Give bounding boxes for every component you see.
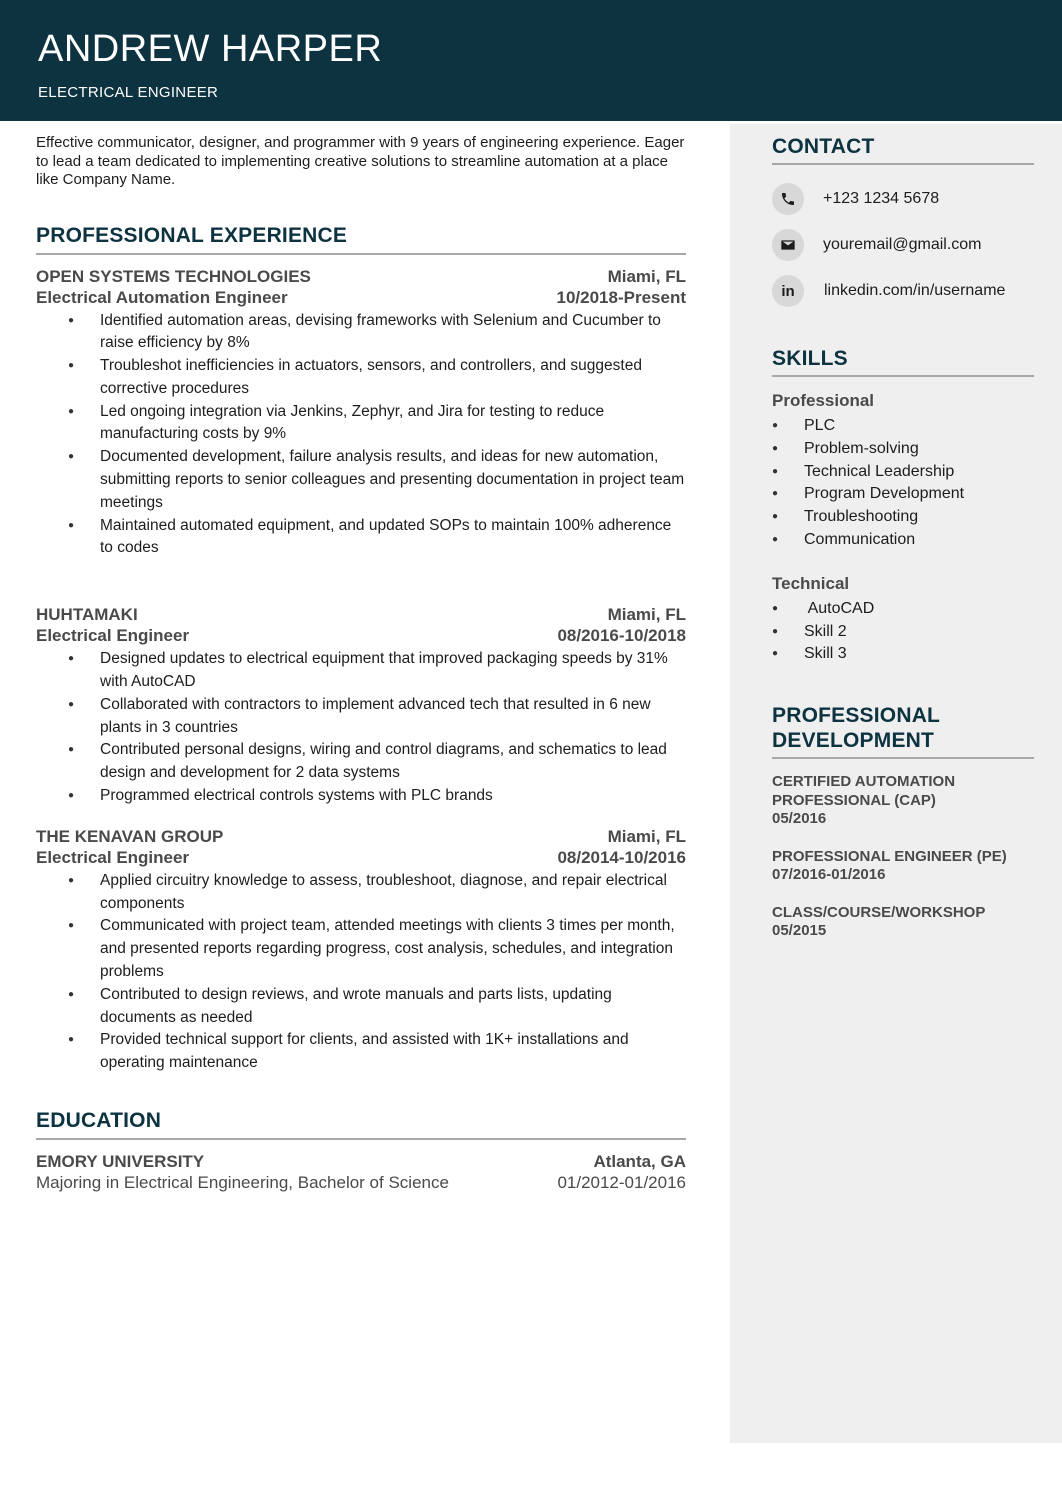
sidebar-content [772, 134, 1034, 941]
bullet-item: ● Contributed to design reviews, and wrote manuals and parts lists, updating documents as needed [36, 984, 686, 1030]
phone-text: +123 1234 5678 [823, 190, 940, 207]
section-divider [772, 163, 1034, 165]
development-item [772, 773, 1034, 829]
job-location: Miami, FL [607, 605, 686, 625]
job-company: OPEN SYSTEMS TECHNOLOGIES [36, 266, 311, 286]
job-company: HUHTAMAKI [36, 605, 138, 625]
education-location: Atlanta, GA [593, 1152, 686, 1172]
contact-linkedin [772, 274, 1034, 308]
job-dates: 10/2018-Present [556, 287, 686, 307]
development-name: CLASS/COURSE/WORKSHOP [772, 903, 986, 921]
job-subheader [36, 625, 686, 646]
bullet-item: ● Applied circuitry knowledge to assess, troubleshoot, diagnose, and repair electrical components [36, 870, 686, 916]
section-title-skills: SKILLS [772, 347, 848, 370]
bullet-item: ● Collaborated with contractors to implement advanced tech that resulted in 6 new plants in 3 countries [36, 694, 686, 740]
main-column [36, 134, 686, 1193]
job-location: Miami, FL [607, 266, 686, 286]
job-dates: 08/2016-10/2018 [557, 626, 686, 646]
skill-item: ● AutoCAD [772, 598, 1034, 621]
experience-section [36, 224, 686, 1076]
education-school: EMORY UNIVERSITY [36, 1152, 205, 1172]
job-location: Miami, FL [607, 826, 686, 846]
section-divider [36, 1138, 686, 1140]
bullet-item: ● Programmed electrical controls systems with PLC brands [36, 785, 686, 808]
education-degree: Majoring in Electrical Engineering, Bachelor of Science [36, 1173, 449, 1193]
linkedin-icon: in [772, 275, 804, 307]
skill-item: ● Skill 3 [772, 643, 1034, 666]
development-date: 07/2016-01/2016 [772, 866, 886, 884]
bullet-item: ● Designed updates to electrical equipment that improved packaging speeds by 31% with AutoCAD [36, 648, 686, 694]
job-entry [36, 604, 686, 808]
education-subheader [36, 1172, 686, 1193]
job-role: Electrical Automation Engineer [36, 287, 288, 307]
section-title-development-line2: DEVELOPMENT [772, 729, 935, 753]
email-text[interactable]: youremail@gmail.com [823, 236, 982, 253]
section-title-experience: PROFESSIONAL EXPERIENCE [36, 223, 348, 247]
section-divider [36, 253, 686, 255]
bullet-item: ● Maintained automated equipment, and updated SOPs to maintain 100% adherence to codes [36, 515, 686, 561]
skill-item: ● Troubleshooting [772, 506, 1034, 529]
job-header [36, 604, 686, 625]
section-divider [772, 757, 1034, 759]
phone-icon [772, 183, 804, 215]
education-dates: 01/2012-01/2016 [557, 1173, 686, 1193]
skill-item: ● Communication [772, 529, 1034, 552]
contact-phone [772, 182, 1034, 216]
job-role: Electrical Engineer [36, 847, 190, 867]
development-date: 05/2016 [772, 810, 827, 828]
section-title-education: EDUCATION [36, 1109, 162, 1133]
section-title-development-line1: PROFESSIONAL [772, 704, 941, 728]
job-subheader [36, 847, 686, 868]
skills-technical-list [772, 598, 1034, 666]
development-name: PROFESSIONAL ENGINEER (PE) [772, 847, 1007, 865]
development-item [772, 848, 1034, 885]
development-section [772, 703, 1034, 941]
candidate-title: ELECTRICAL ENGINEER [38, 84, 219, 101]
skills-technical-label: Technical [772, 573, 850, 593]
development-name: CERTIFIED AUTOMATION [772, 773, 956, 791]
job-subheader [36, 287, 686, 308]
skills-section [772, 346, 1034, 666]
bullet-item: ● Provided technical support for clients, and assisted with 1K+ installations and operating maintenance [36, 1029, 686, 1075]
bullet-item: ● Documented development, failure analysis results, and ideas for new automation, submitting reports to senior colleagues and presenting documentation in project team meetings [36, 446, 686, 514]
bullet-item: ● Led ongoing integration via Jenkins, Zephyr, and Jira for testing to reduce manufacturing costs by 9% [36, 401, 686, 447]
linkedin-text[interactable]: linkedin.com/in/username [824, 282, 1006, 299]
skills-professional-label: Professional [772, 391, 875, 410]
development-date: 05/2015 [772, 922, 827, 940]
development-item [772, 904, 1034, 941]
job-company: THE KENAVAN GROUP [36, 826, 224, 846]
job-bullets [36, 648, 686, 808]
section-divider [772, 375, 1034, 377]
section-title-contact: CONTACT [772, 135, 875, 158]
bullet-item: ● Identified automation areas, devising frameworks with Selenium and Cucumber to raise efficiency by 8% [36, 310, 686, 356]
skill-item: ● Technical Leadership [772, 461, 1034, 484]
resume-header [0, 0, 1062, 121]
bullet-item: ● Contributed personal designs, wiring and control diagrams, and schematics to lead design and development for 2 data systems [36, 739, 686, 785]
skill-item: ● PLC [772, 415, 1034, 438]
candidate-name: ANDREW HARPER [38, 28, 383, 70]
skill-item: ● Problem-solving [772, 438, 1034, 461]
development-name-cont: PROFESSIONAL (CAP) [772, 791, 936, 809]
job-bullets [36, 310, 686, 561]
skills-professional-list [772, 415, 1034, 552]
summary-text: Effective communicator, designer, and programmer with 9 years of engineering experience. Eager to lead a team dedicated to implementing creative solutions to streamline automation at a place like Company Name. [36, 134, 685, 188]
bullet-item: ● Troubleshot inefficiencies in actuators, sensors, and controllers, and suggested corrective procedures [36, 355, 686, 401]
email-icon [772, 229, 804, 261]
job-header [36, 826, 686, 847]
bullet-item: ● Communicated with project team, attended meetings with clients 3 times per month, and presented reports regarding progress, cost analysis, schedules, and integration problems [36, 915, 686, 983]
education-entry [36, 1151, 686, 1193]
education-section [36, 1109, 686, 1193]
education-header [36, 1151, 686, 1172]
skill-item: ● Program Development [772, 483, 1034, 506]
contact-email [772, 228, 1034, 262]
job-header [36, 266, 686, 287]
job-dates: 08/2014-10/2016 [557, 847, 686, 867]
job-entry [36, 266, 686, 561]
skill-item: ● Skill 2 [772, 621, 1034, 644]
job-role: Electrical Engineer [36, 626, 190, 646]
job-entry [36, 826, 686, 1075]
job-bullets [36, 870, 686, 1075]
